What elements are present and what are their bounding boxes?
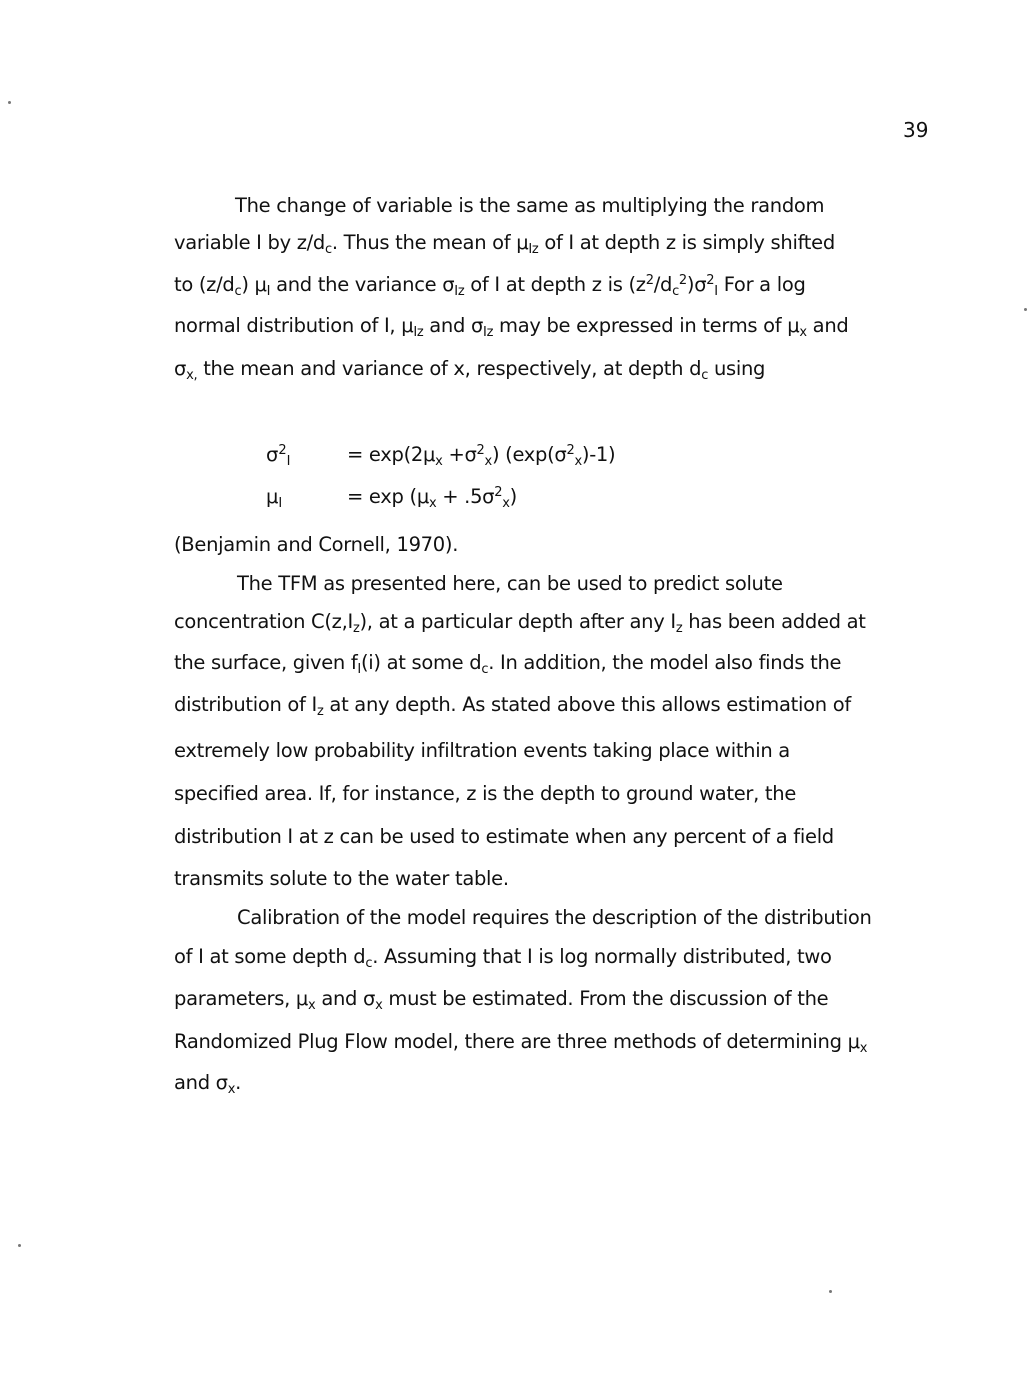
equation-1-rhs: = $\exp(2\mu_x +\sigma^2_x)$ $(\exp(\sigma^2_x)-1)$ [347, 443, 616, 469]
paragraph2-line: specified area. If, for instance, z is the depth to ground water, the [174, 782, 797, 805]
paragraph1-line: to $(z/d_c)$ $\mu_I$ and the variance $\sigma_{Iz}$ of I at depth z is $(z^2/d_c^2)\sigma^2_I$ For a log [174, 273, 806, 299]
subscript: c [234, 284, 242, 299]
paragraph3-line: of I at some depth $d_c$. Assuming that I is log normally distributed, two [174, 945, 832, 971]
superscript: 2 [278, 443, 287, 458]
paragraph2-line: The TFM as presented here, can be used to predict solute [237, 572, 783, 595]
superscript: 2 [566, 443, 575, 458]
subscript: c [365, 956, 373, 971]
paragraph2-line: distribution I at z can be used to estimate when any percent of a field [174, 825, 834, 848]
paragraph2-line: the surface, given $f_I(i)$ at some $d_c$. In addition, the model also finds the [174, 651, 842, 677]
scan-speck [8, 101, 11, 104]
subscript: x [799, 325, 807, 340]
subscript: x [859, 1041, 868, 1056]
subscript: I [278, 496, 283, 511]
subscript: x [574, 454, 582, 469]
subscript: x [435, 454, 443, 469]
subscript: z [352, 621, 360, 636]
citation: (Benjamin and Cornell, 1970). [174, 533, 459, 556]
equation-2-lhs: $\mu_I$ [266, 485, 283, 511]
paragraph3-line: and $\sigma_x$. [174, 1071, 242, 1097]
subscript: Iz [528, 242, 539, 257]
paragraph2-line: transmits solute to the water table. [174, 867, 509, 890]
subscript: x [484, 454, 492, 469]
subscript: z [675, 621, 683, 636]
subscript: I [357, 662, 361, 677]
scan-speck [1024, 308, 1027, 311]
subscript: x [308, 998, 316, 1013]
paragraph3-line: Calibration of the model requires the description of the distribution [237, 906, 872, 929]
subscript: c [325, 242, 332, 257]
scan-speck [829, 1290, 832, 1293]
superscript: 2 [645, 273, 654, 288]
subscript: c [701, 368, 709, 383]
equation-1-lhs: $\sigma^2_I$ [266, 443, 291, 469]
paragraph1-line: The change of variable is the same as multiplying the random [235, 194, 825, 217]
paragraph3-line: Randomized Plug Flow model, there are three methods of determining $\mu_x$ [174, 1030, 868, 1056]
subscript: I [714, 284, 718, 299]
equation-2-rhs: = $\exp (\mu_x + .5\sigma^2_x)$ [347, 485, 517, 511]
superscript: 2 [476, 443, 485, 458]
subscript: I [266, 284, 271, 299]
subscript: Iz [454, 284, 465, 299]
paragraph2-line: distribution of $I_z$ at any depth. As stated above this allows estimation of [174, 693, 851, 719]
subscript: I [286, 454, 291, 469]
subscript: x [375, 998, 383, 1013]
subscript: x [502, 496, 510, 511]
subscript: Iz [413, 325, 424, 340]
paragraph3-line: parameters, $\mu_x$ and $\sigma_x$ must be estimated. From the discussion of the [174, 987, 829, 1013]
scan-speck [18, 1244, 21, 1247]
paragraph2-line: concentration $C(z,I_z)$, at a particular depth after any $I_z$ has been added at [174, 610, 866, 636]
page-number: 39 [903, 118, 929, 142]
superscript: 2 [706, 273, 715, 288]
paragraph1-line: variable I by $z/d_c$. Thus the mean of $\mu_{Iz}$ of I at depth z is simply shifted [174, 231, 835, 257]
superscript: 2 [678, 273, 687, 288]
paragraph1-line: normal distribution of I, $\mu_{Iz}$ and $\sigma_{Iz}$ may be expressed in terms of $\mu_x$ and [174, 314, 849, 340]
subscript: x, [186, 368, 198, 383]
subscript: x [227, 1082, 236, 1097]
paragraph2-line: extremely low probability infiltration events taking place within a [174, 739, 790, 762]
subscript: c [481, 662, 489, 677]
paragraph1-line: $\sigma_{x,}$ the mean and variance of x, respectively, at depth $d_c$ using [174, 357, 766, 383]
subscript: Iz [483, 325, 494, 340]
subscript: z [316, 704, 324, 719]
subscript: x [428, 496, 437, 511]
superscript: 2 [494, 485, 503, 500]
subscript: c [672, 284, 679, 299]
